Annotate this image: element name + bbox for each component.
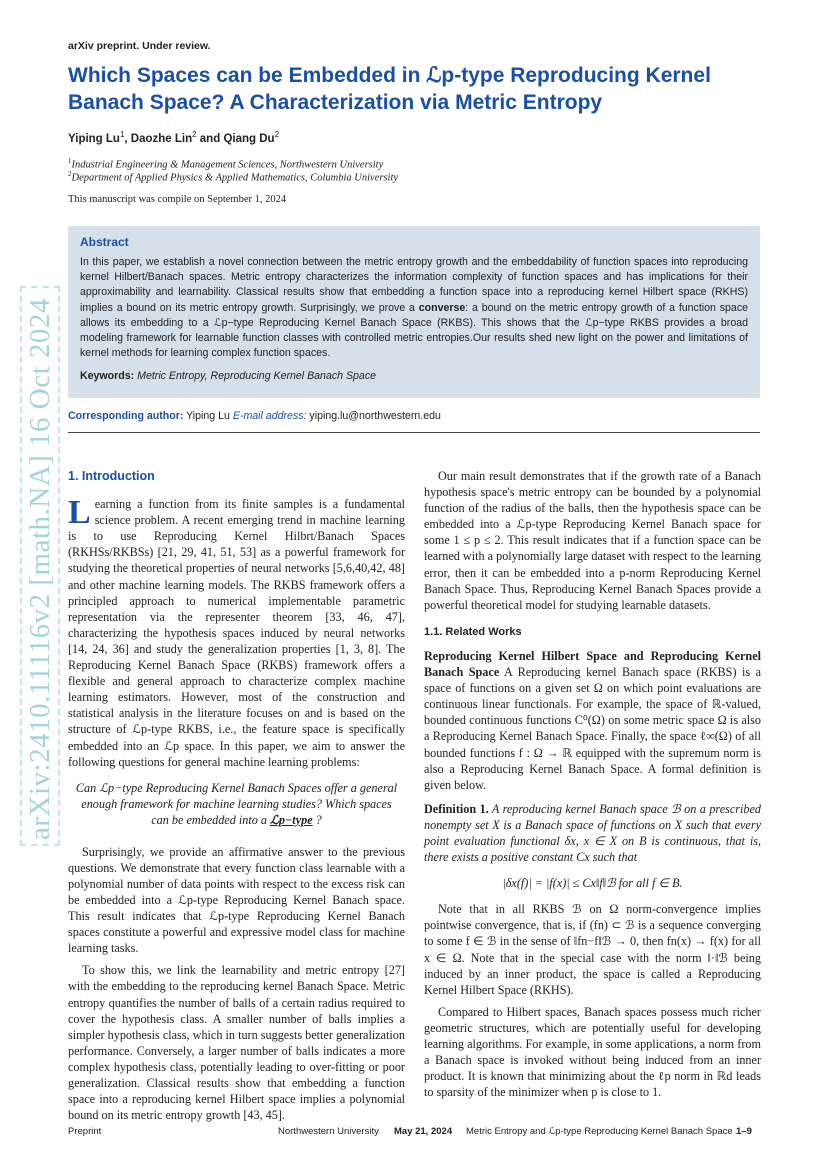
affiliation-mark: 2 — [68, 170, 72, 178]
keywords-text: Metric Entropy, Reproducing Kernel Banach Space — [137, 370, 377, 383]
equation: |δx(f)| = |f(x)| ≤ Cx‖f‖ℬ for all f ∈ B. — [502, 876, 683, 891]
footer-date: May 21, 2024 — [394, 1126, 453, 1137]
paragraph: To show this, we link the learnability and metric entropy [27] with the embedding to the reproducing kernel Banach Space. Metric entropy quantifies the number of balls of a certain radius required to cover the hypothesis class. A smaller number of balls implies a simpler hypothesis class, which in turn suggests better generalization performance. Conversely, a larger number of balls indicates a more complex hypothesis class, potentially leading to over-fitting or poor generalization. Classical results show that embedding a function space into a reproducing kernel Hilbert space implies a polynomial bound on its metric entropy growth [43, 45]. — [68, 963, 405, 1123]
header-divider — [68, 432, 760, 433]
corresponding-label: Corresponding author: — [68, 410, 184, 422]
paragraph: Surprisingly, we provide an affirmative answer to the previous questions. We demonstrate that every function class learnable with a polynomial number of data points with respect to the excess risk can be embedded into a ℒp-type Reproducing Kernel Banach space. This result indicates that ℒp-type Reproducing Kernel Banach spaces constitute a powerful and expressive model class for machine learning tasks. — [68, 844, 405, 956]
author-name: Qiang Du — [223, 132, 275, 145]
section-heading: 1. Introduction — [68, 469, 155, 483]
paragraph-text: A Reproducing kernel Banach space (RKBS) is a space of functions on a given set Ω on which point evaluations are continuous linear functionals. For example, the space of ℝ-valued, bounded continuous functions C⁰(Ω) on some metric space Ω is also a Reproducing Kernel Banach Space. Finally, the space ℓ∞(Ω) of all bounded functions f : Ω → ℝ equipped with the supremum norm is also a Reproducing Kernel Banach Space. A formal definition is given below. — [424, 665, 761, 792]
paragraph — [68, 496, 405, 770]
author-name: Yiping Lu — [68, 132, 120, 145]
affiliation-mark: 1 — [68, 157, 72, 165]
author-affil-mark: 2 — [274, 130, 280, 139]
paragraph: Our main result demonstrates that if the growth rate of a Banach hypothesis space's metric entropy can be bounded by a polynomial function of the radius of the balls, then the hypothesis space can be embedded into a ℒp-type Reproducing Kernel Banach space for some 1 ≤ p ≤ 2. This result indicates that if a function space can be learned with a polynomially large dataset with respect to the learning error, then it can be embedded into a p-norm Reproducing Kernel Banach Space. Thus, Reproducing Kernel Banach Spaces provide a powerful theoretical model for studying learnable datasets. — [424, 469, 761, 612]
corresponding-author — [68, 410, 441, 422]
preprint-label: arXiv preprint. Under review. — [68, 40, 211, 52]
footer-institution: Northwestern University — [278, 1126, 379, 1137]
author-affil-mark: 2 — [192, 130, 197, 139]
abstract-box — [68, 226, 760, 398]
footer-running-title: Metric Entropy and ℒp-type Reproducing Kernel Banach Space — [466, 1126, 733, 1137]
paragraph-text: earning a function from its finite samples is a fundamental science problem. A recent emerging trend in machine learning is to use Reproducing Kernel Hilbrt/Banach Spaces (RKHSs/RKBSs) [21, 29, 41, 51, 53] as a powerful framework for studying the theoretical properties of neural networks [5,6,40,42, 48] and other machine learning models. The RKBS framework offers a principled approach to numerical implementable parametric representation via the representer theorem [33, 46, 47], characterizing the hypothesis spaces induced by neural networks [14, 24, 36] and study the generalization properties [1, 3, 8]. The Reproducing Kernel Banach Space (RKBS) framework offers a flexible and general approach to characterize complex machine learning estimators. However, most of the construction and statistical analysis in the literature focuses on and is based on the structure of ℒp-type RKBS, i.e., the feature space is specifically embedded into an ℒp space. In this paper, we aim to answer the following questions for general machine learning problems: — [68, 497, 405, 769]
affiliation-text: Industrial Engineering & Management Sciences, Northwestern University — [71, 159, 384, 171]
footer-page-number: 1–9 — [736, 1126, 752, 1137]
affiliation — [68, 170, 398, 184]
paragraph: Note that in all RKBS ℬ on Ω norm-convergence implies pointwise convergence, that is, if (fn) ⊂ ℬ is a sequence converging to some f ∈ ℬ in the sense of ‖fn−f‖ℬ → 0, then fn(x) → f(x) for all x ∈ Ω. Note that in the special case with the norm ‖·‖ℬ being induced by an inner product, the space is called a Reproducing Kernel Hilbert Space (RKHS). — [424, 902, 761, 997]
email-label: E-mail address: — [232, 410, 307, 422]
definition-heading: Definition 1. — [424, 801, 489, 816]
author-list — [68, 130, 279, 145]
arxiv-stamp[interactable]: arXiv:2410.11116v2 [math.NA] 16 Oct 2024 — [20, 286, 60, 846]
abstract-text-part: : a bound on the metric entropy growth of a function space allows its embedding to a ℒp−type Reproducing Kernel Banach Space (RKBS). This shows that the ℒp−type RKBS provides a broad modeling framework for learnable function classes with controlled metric entropies.Our results shed new light on the power and limitations of kernel methods for learning complex function spaces. — [80, 301, 749, 360]
author-separator: and — [196, 132, 224, 145]
definition — [424, 801, 761, 865]
author-separator: , — [124, 132, 131, 145]
research-question — [74, 780, 399, 828]
keywords — [80, 370, 748, 382]
subsection-heading: 1.1. Related Works — [424, 625, 522, 638]
email-link[interactable]: yiping.lu@northwestern.edu — [309, 410, 441, 422]
corresponding-name: Yiping Lu — [186, 410, 230, 422]
drop-cap: L — [68, 494, 91, 532]
abstract-text-part: In this paper, we establish a novel connection between the metric entropy growth and the embeddability of function spaces into reproducing kernel Hilbert/Banach spaces. Metric entropy characterizes the information complexity of function spaces and has implications for their approximability and learnability. Classical results show that embedding a function space into a reproducing kernel Hilbert space (RKHS) implies a bound on its metric entropy growth. Surprisingly, we prove a — [80, 256, 748, 314]
footer-left: Preprint — [68, 1126, 102, 1137]
paper-title: Which Spaces can be Embedded in ℒp-type Reproducing Kernel Banach Space? A Characterization via Metric Entropy — [68, 64, 711, 114]
manuscript-note: This manuscript was compile on September 1, 2024 — [68, 194, 287, 205]
question-emphasis: ℒp−type — [270, 812, 313, 827]
abstract-text — [80, 255, 748, 361]
keywords-label: Keywords: — [80, 370, 135, 383]
question-text: Can ℒp−type Reproducing Kernel Banach Spaces offer a general enough framework for machine learning studies? Which spaces can be embedded into a — [75, 780, 398, 827]
author-affil-mark: 1 — [119, 130, 125, 139]
affiliation — [68, 157, 383, 171]
paragraph: Compared to Hilbert spaces, Banach spaces possess much richer geometric structures, which are potentially useful for developing learning algorithms. For example, in some applications, a norm from a Banach space is invoked without being induced from an inner product. It is known that minimizing about the ℓp norm in ℝd leads to sparsity of the minimizer when p is close to 1. — [424, 1004, 761, 1100]
question-end: ? — [312, 812, 322, 827]
abstract-emphasis: converse — [418, 301, 466, 314]
definition-body: A reproducing kernel Banach space ℬ on a prescribed nonempty set X is a Banach space of functions on X such that every point evaluation functional δx, x ∈ X on B is continuous, that is, there exists a positive constant Cx such that — [424, 801, 761, 865]
paragraph — [424, 648, 761, 793]
author-name: Daozhe Lin — [130, 132, 193, 145]
abstract-heading: Abstract — [80, 235, 129, 249]
right-column — [424, 468, 761, 1106]
runin-heading: Reproducing Kernel Hilbert Space and Reproducing Kernel Banach Space — [424, 648, 761, 680]
left-column — [68, 468, 405, 1129]
affiliation-text: Department of Applied Physics & Applied Mathematics, Columbia University — [71, 172, 399, 184]
